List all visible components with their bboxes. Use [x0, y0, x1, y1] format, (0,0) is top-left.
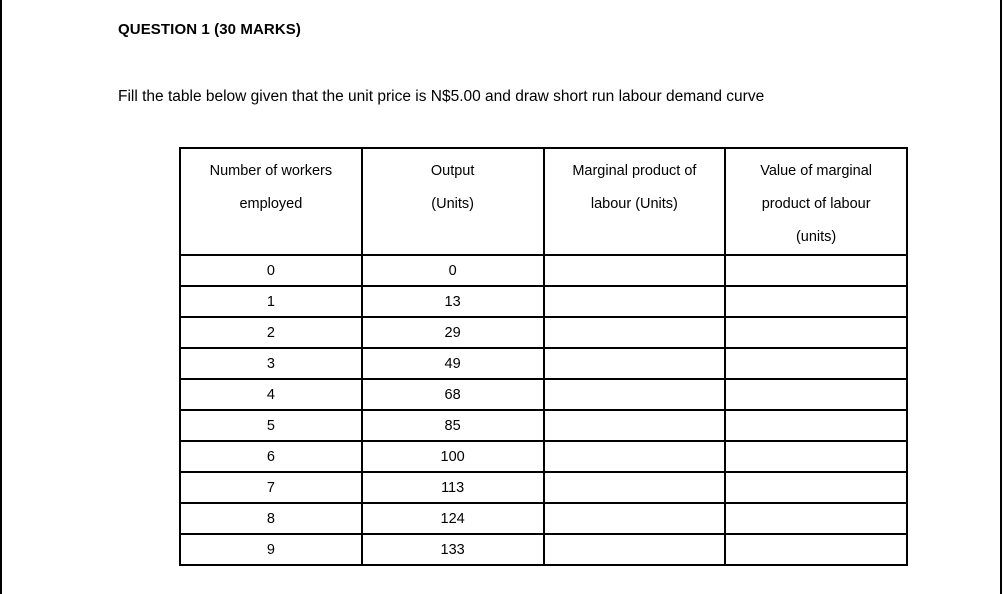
cell-workers: 5 — [180, 410, 362, 441]
cell-output: 0 — [362, 255, 544, 286]
cell-output: 124 — [362, 503, 544, 534]
header-vmpl-line-2: product of labour — [761, 196, 871, 212]
header-mpl-line-2: labour (Units) — [590, 196, 678, 212]
header-workers-line-2: employed — [239, 196, 303, 212]
cell-vmpl[interactable] — [725, 503, 907, 534]
cell-output: 100 — [362, 441, 544, 472]
table-body — [180, 255, 907, 565]
cell-output: 85 — [362, 410, 544, 441]
table-row — [180, 534, 907, 565]
cell-mpl[interactable] — [544, 503, 726, 534]
cell-mpl[interactable] — [544, 255, 726, 286]
cell-mpl[interactable] — [544, 317, 726, 348]
table-row — [180, 348, 907, 379]
cell-workers: 8 — [180, 503, 362, 534]
cell-workers: 3 — [180, 348, 362, 379]
cell-mpl[interactable] — [544, 286, 726, 317]
table-row — [180, 255, 907, 286]
cell-mpl[interactable] — [544, 472, 726, 503]
cell-workers: 9 — [180, 534, 362, 565]
header-mpl-line-1: Marginal product of — [572, 163, 697, 179]
cell-output: 29 — [362, 317, 544, 348]
header-workers — [180, 148, 362, 255]
header-output — [362, 148, 544, 255]
cell-mpl[interactable] — [544, 534, 726, 565]
table-row — [180, 286, 907, 317]
cell-output: 113 — [362, 472, 544, 503]
cell-vmpl[interactable] — [725, 317, 907, 348]
cell-workers: 2 — [180, 317, 362, 348]
cell-workers: 0 — [180, 255, 362, 286]
header-output-line-2: (Units) — [431, 196, 474, 212]
cell-vmpl[interactable] — [725, 534, 907, 565]
cell-mpl[interactable] — [544, 379, 726, 410]
header-vmpl-line-1: Value of marginal — [760, 163, 873, 179]
cell-output: 68 — [362, 379, 544, 410]
cell-mpl[interactable] — [544, 410, 726, 441]
table-row — [180, 472, 907, 503]
question-heading: QUESTION 1 (30 MARKS) — [118, 21, 301, 38]
cell-output: 13 — [362, 286, 544, 317]
table-row — [180, 317, 907, 348]
header-row — [180, 148, 907, 255]
header-vmpl-line-3: (units) — [795, 229, 837, 245]
labour-table — [179, 147, 908, 566]
cell-mpl[interactable] — [544, 348, 726, 379]
header-workers-line-1: Number of workers — [209, 163, 333, 179]
table-row — [180, 503, 907, 534]
cell-vmpl[interactable] — [725, 472, 907, 503]
table-row — [180, 441, 907, 472]
question-instruction: Fill the table below given that the unit price is N$5.00 and draw short run labour demand curve — [118, 88, 765, 105]
cell-mpl[interactable] — [544, 441, 726, 472]
header-output-line-1: Output — [430, 163, 475, 179]
header-vmpl — [725, 148, 907, 255]
header-mpl — [544, 148, 726, 255]
table-row — [180, 410, 907, 441]
cell-vmpl[interactable] — [725, 255, 907, 286]
cell-vmpl[interactable] — [725, 379, 907, 410]
cell-vmpl[interactable] — [725, 286, 907, 317]
table-header — [180, 148, 907, 255]
table-row — [180, 379, 907, 410]
cell-output: 49 — [362, 348, 544, 379]
cell-vmpl[interactable] — [725, 410, 907, 441]
cell-output: 133 — [362, 534, 544, 565]
cell-workers: 7 — [180, 472, 362, 503]
cell-workers: 1 — [180, 286, 362, 317]
cell-workers: 4 — [180, 379, 362, 410]
cell-vmpl[interactable] — [725, 348, 907, 379]
cell-workers: 6 — [180, 441, 362, 472]
cell-vmpl[interactable] — [725, 441, 907, 472]
